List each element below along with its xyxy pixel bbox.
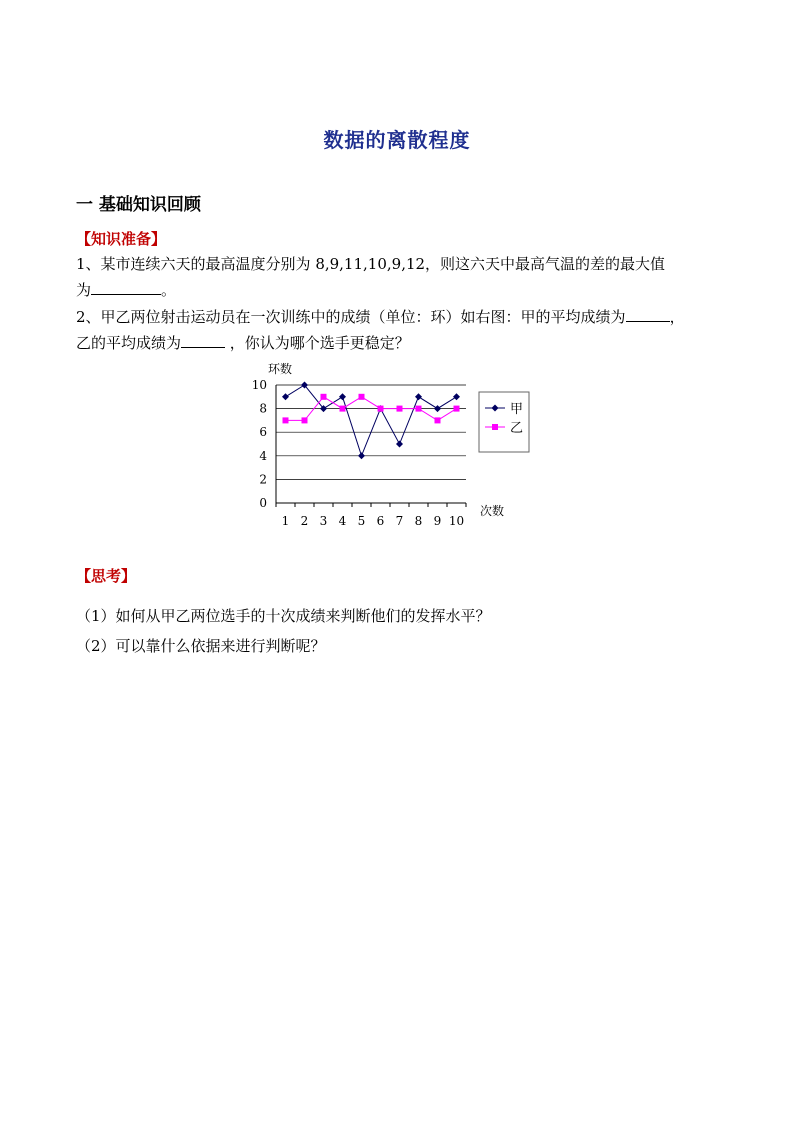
think-question-1: （1）如何从甲乙两位选手的十次成绩来判断他们的发挥水平？	[76, 607, 491, 625]
chart-grid	[276, 385, 466, 507]
y-tick-8: 8	[259, 401, 267, 416]
question-2-line-1	[76, 305, 685, 329]
question-2-line-2-prefix: 乙的平均成绩为	[76, 334, 182, 352]
x-tick-3: 3	[319, 514, 328, 526]
series-1-point-6	[378, 406, 384, 412]
answer-blank-3[interactable]	[181, 332, 225, 348]
y-tick-4: 4	[259, 448, 267, 463]
series-0-point-10	[453, 393, 460, 400]
think-tag: 【思考】	[76, 567, 137, 585]
series-1-point-10	[454, 406, 460, 412]
x-tick-1: 1	[281, 514, 290, 526]
series-0-point-7	[396, 441, 403, 448]
x-tick-8: 8	[414, 514, 423, 526]
series-0-point-1	[282, 393, 289, 400]
y-tick-0: 0	[259, 496, 267, 510]
question-2-line-2	[76, 331, 410, 355]
y-tick-2: 2	[259, 472, 267, 487]
series-1-point-2	[302, 417, 308, 423]
legend-marker-1	[492, 424, 498, 430]
x-axis-label: 次数	[480, 504, 505, 518]
x-tick-labels	[282, 514, 464, 526]
y-tick-labels	[252, 378, 268, 510]
y-axis-label: 环数	[268, 362, 293, 376]
question-1-line-1: 1、某市连续六天的最高温度分别为 8,9,11,10,9,12，则这六天中最高气温的差的最大值	[76, 255, 666, 273]
series-1-point-9	[435, 417, 441, 423]
series-1-point-1	[283, 417, 289, 423]
series-1-point-8	[416, 406, 422, 412]
think-question-2: （2）可以靠什么依据来进行判断呢？	[76, 637, 326, 655]
prep-tag-line	[76, 227, 166, 251]
series-0-point-9	[434, 405, 441, 412]
series-1-point-7	[397, 406, 403, 412]
x-tick-2: 2	[300, 514, 309, 526]
chart-series	[282, 382, 460, 460]
chart-legend	[479, 392, 529, 452]
x-tick-4: 4	[338, 514, 347, 526]
page-title: 数据的离散程度	[323, 128, 471, 152]
legend-label-1: 乙	[510, 421, 524, 436]
x-tick-6: 6	[376, 514, 385, 526]
x-tick-9: 9	[433, 514, 442, 526]
series-1-point-4	[340, 406, 346, 412]
question-2-prefix: 2、甲乙两位射击运动员在一次训练中的成绩（单位：环）如右图：甲的平均成绩为	[76, 308, 626, 326]
series-0-point-8	[415, 393, 422, 400]
question-1-suffix: 。	[161, 281, 177, 299]
question-2-line-2-suffix: ，你认为哪个选手更稳定？	[225, 334, 410, 352]
series-1-point-3	[321, 394, 327, 400]
series-line-0	[286, 385, 457, 456]
prep-tag: 【知识准备】	[76, 230, 167, 248]
x-tick-5: 5	[357, 514, 366, 526]
series-0-point-4	[339, 393, 346, 400]
series-1-point-5	[359, 394, 365, 400]
x-tick-7: 7	[395, 514, 404, 526]
question-1-prefix: 为	[76, 281, 92, 299]
think-tag-line	[76, 564, 136, 588]
answer-blank-1[interactable]	[91, 279, 161, 295]
question-1-line-2	[76, 278, 176, 302]
y-tick-10: 10	[251, 378, 267, 392]
x-tick-10: 10	[448, 514, 465, 526]
legend-label-0: 甲	[510, 402, 524, 417]
question-2-suffix: ，	[669, 308, 685, 326]
section-heading: 一 基础知识回顾	[76, 195, 201, 215]
series-0-point-5	[358, 452, 365, 459]
answer-blank-2[interactable]	[626, 306, 670, 322]
y-tick-6: 6	[259, 425, 267, 440]
score-line-chart	[234, 360, 544, 526]
